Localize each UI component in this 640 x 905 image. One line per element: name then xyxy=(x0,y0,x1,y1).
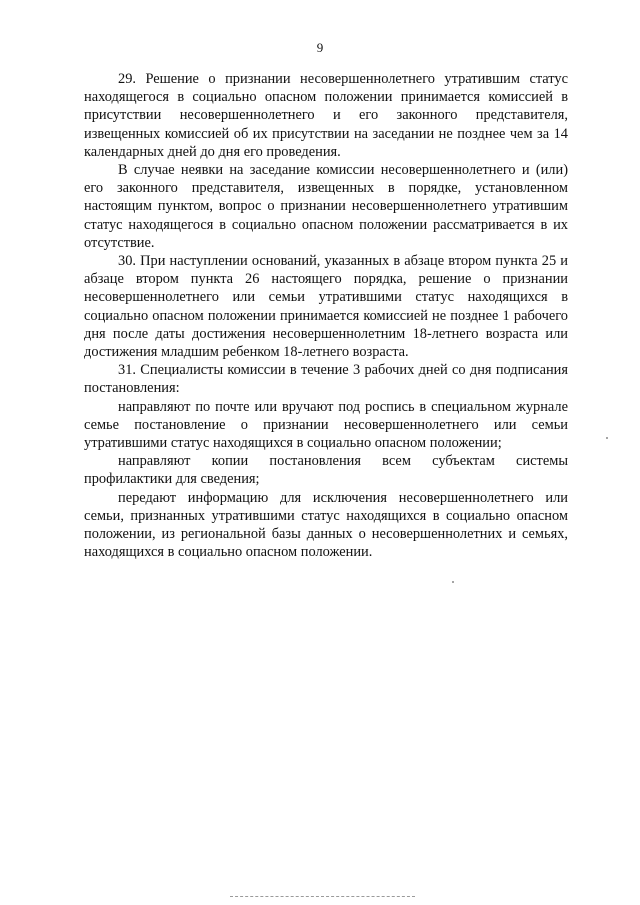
paragraph-29-absence: В случае неявки на заседание комиссии несовершеннолетнего и (или) его законного представителя, извещенных в порядке, установленном настоящим пунктом, вопрос о признании несовершеннолетнего утратившим статус находящегося в социально опасном положении рассматривается в их отсутствие. xyxy=(84,162,568,251)
scan-edge-mark xyxy=(230,896,415,897)
paragraph-31: 31. Специалисты комиссии в течение 3 рабочих дней со дня подписания постановления: xyxy=(84,362,568,397)
paragraph-31-item-copies: направляют копии постановления всем субъектам системы профилактики для сведения; xyxy=(84,453,568,488)
scan-speck xyxy=(606,437,608,439)
paragraph-30: 30. При наступлении оснований, указанных в абзаце втором пункта 25 и абзаце втором пункта 26 настоящего порядка, решение о признании несовершеннолетнего или семьи утратившими статус находящихся в социально опасном положении принимается комиссией не позднее 1 рабочего дня после даты достижения несовершеннолетним 18-летнего возраста или достижения младшим ребенком 18-летнего возраста. xyxy=(84,253,568,361)
paragraph-31-item-send: направляют по почте или вручают под роспись в специальном журнале семье постановление о признании несовершеннолетнего или семьи утратившими статус находящихся в социально опасном положении; xyxy=(84,398,568,452)
scan-speck xyxy=(452,581,454,583)
paragraph-31-item-exclude: передают информацию для исключения несовершеннолетнего или семьи, признанных утратившими статус находящихся в социально опасном положении, из региональной базы данных о несовершеннолетних и семьях, находящихся в социально опасном положении. xyxy=(84,489,568,561)
page-number: 9 xyxy=(316,40,324,55)
document-body xyxy=(84,70,568,561)
paragraph-29: 29. Решение о признании несовершеннолетнего утратившим статус находящегося в социально опасном положении принимается комиссией в присутствии несовершеннолетнего и его законного представителя, извещенных комиссией об их присутствии на заседании не позднее чем за 14 календарных дней до дня его проведения. xyxy=(84,71,568,160)
